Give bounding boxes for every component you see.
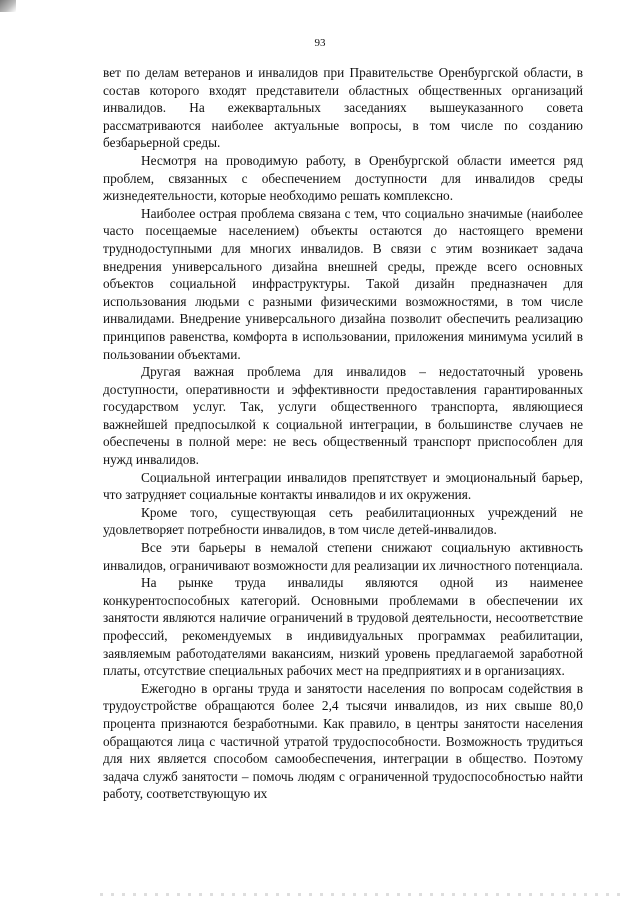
body-text [103,64,583,803]
paragraph: Несмотря на проводимую работу, в Оренбургской области имеется ряд проблем, связанных с обеспечением доступности для инвалидов среды жизнедеятельности, которые необходимо решать комплексно. [103,152,583,204]
paragraph: Социальной интеграции инвалидов препятствует и эмоциональный барьер, что затрудняет социальные контакты инвалидов и их окружения. [103,469,583,503]
paragraph: На рынке труда инвалиды являются одной из наименее конкурентоспособных категорий. Основными проблемами в обеспечении их занятости являются наличие ограничений в трудовой деятельности, несоответствие профессий, рекомендуемых в индивидуальных программах реабилитации, заявляемым работодателями вакансиям, низкий уровень предлагаемой заработной платы, отсутствие специальных рабочих мест на предприятиях и в организациях. [103,575,583,679]
paragraph: вет по делам ветеранов и инвалидов при Правительстве Оренбургской области, в состав которого входят представители областных общественных организаций инвалидов. На ежеквартальных заседаниях вышеуказанного совета рассматриваются наиболее актуальные вопросы, в том числе по созданию безбарьерной среды. [103,65,583,151]
paragraph: Кроме того, существующая сеть реабилитационных учреждений не удовлетворяет потребности инвалидов, в том числе детей-инвалидов. [103,504,583,538]
scan-artifact [100,893,620,896]
paragraph: Другая важная проблема для инвалидов – недостаточный уровень доступности, оперативности и эффективности предоставления гарантированных государством услуг. Так, услуги общественного транспорта, являющиеся важнейшей предпосылкой к социальной интеграции, в большинстве случаев не обеспечены в полной мере: не весь общественный транспорт приспособлен для нужд инвалидов. [103,364,583,468]
page-number: 93 [314,37,326,49]
scan-corner-mark [0,0,16,12]
paragraph: Все эти барьеры в немалой степени снижают социальную активность инвалидов, ограничивают возможности для реализации их личностного потенциала. [103,540,583,573]
paragraph: Ежегодно в органы труда и занятости населения по вопросам содействия в трудоустройстве обращаются более 2,4 тысячи инвалидов, из них свыше 80,0 процента признаются безработными. Как правило, в центры занятости населения обращаются лица с частичной утратой трудоспособности. Возможность трудиться для них является способом самообеспечения, интеграции в общество. Поэтому задача служб занятости – помочь людям с ограниченной трудоспособностью найти работу, соответствующую их [103,680,583,802]
paragraph: Наиболее острая проблема связана с тем, что социально значимые (наиболее часто посещаемые населением) объекты остаются до настоящего времени труднодоступными для многих инвалидов. В связи с этим возникает задача внедрения универсального дизайна внешней среды, прежде всего основных объектов социальной инфраструктуры. Такой дизайн предназначен для использования людьми с разными физическими возможностями, в том числе инвалидами. Внедрение универсального дизайна позволит обеспечить реализацию принципов равенства, комфорта в использовании, приложения минимума усилий в пользовании объектами. [103,205,583,362]
